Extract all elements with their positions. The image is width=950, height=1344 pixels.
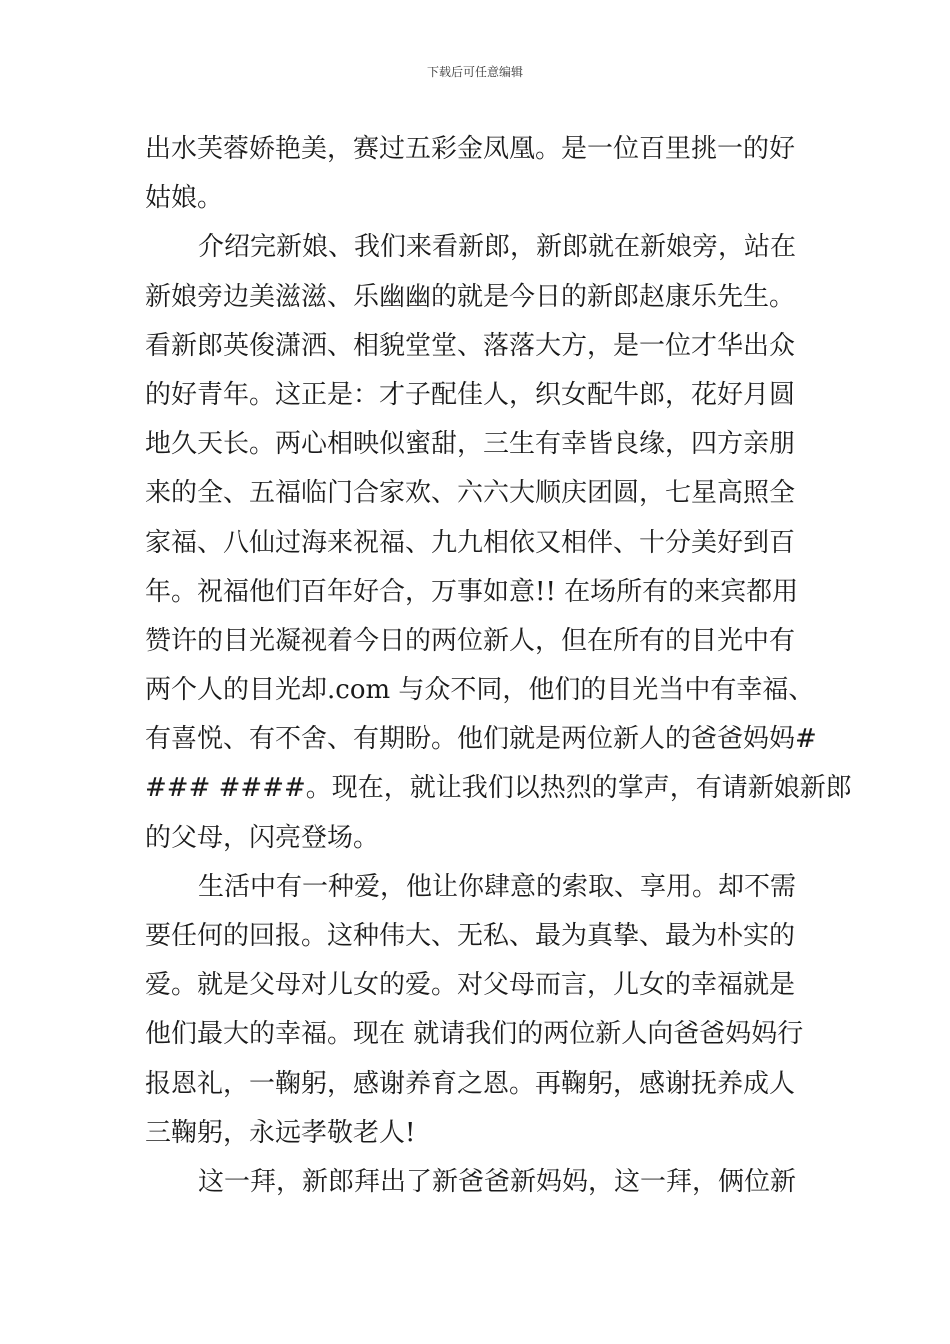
text-line: 这一拜，新郎拜出了新爸爸新妈妈，这一拜，俩位新 [198,1166,797,1197]
text-line: 报恩礼，一鞠躬，感谢养育之恩。再鞠躬，感谢抚养成人 [145,1068,796,1099]
text-line: 三鞠躬，永远孝敬老人! [145,1117,416,1148]
text-line: 有喜悦、有不舍、有期盼。他们就是两位新人的爸爸妈妈# [145,724,817,755]
paragraph [145,125,810,223]
text-line: 的父母，闪亮登场。 [145,822,380,853]
text-line: 新娘旁边美滋滋、乐幽幽的就是今日的新郎赵康乐先生。 [145,281,796,312]
text-line: 地久天长。两心相映似蜜甜，三生有幸皆良缘，四方亲朋 [145,429,796,460]
text-line: 家福、八仙过海来祝福、九九相依又相伴、十分美好到百 [145,527,796,558]
text-line: 年。祝福他们百年好合，万事如意!! 在场所有的来宾都用 [145,576,799,607]
paragraph [145,223,852,862]
text-line: 他们最大的幸福。现在 就请我们的两位新人向爸爸妈妈行 [145,1019,804,1050]
paragraph [145,863,810,1158]
page-header: 下载后可任意编辑 [426,65,523,79]
text-line: 两个人的目光却.com 与众不同，他们的目光当中有幸福、 [145,675,815,706]
document-body [145,125,852,1207]
text-line: ### ####。现在，就让我们以热烈的掌声，有请新娘新郎 [145,773,852,804]
text-line: 的好青年。这正是：才子配佳人，织女配牛郎，花好月圆 [145,379,796,410]
text-line: 出水芙蓉娇艳美，赛过五彩金凤凰。是一位百里挑一的好 [145,134,796,164]
text-line: 要任何的回报。这种伟大、无私、最为真挚、最为朴实的 [145,921,796,951]
text-line: 介绍完新娘、我们来看新郎，新郎就在新娘旁，站在 [198,232,797,263]
paragraph [145,1158,810,1207]
text-line: 姑娘。 [145,183,224,214]
text-line: 生活中有一种爱，他让你肆意的索取、享用。却不需 [198,871,797,902]
text-line: 爱。就是父母对儿女的爱。对父母而言，儿女的幸福就是 [145,970,796,1001]
text-line: 看新郎英俊潇洒、相貌堂堂、落落大方，是一位才华出众 [145,330,796,361]
text-line: 来的全、五福临门合家欢、六六大顺庆团圆，七星高照全 [145,478,796,509]
text-line: 赞许的目光凝视着今日的两位新人，但在所有的目光中有 [145,625,796,656]
